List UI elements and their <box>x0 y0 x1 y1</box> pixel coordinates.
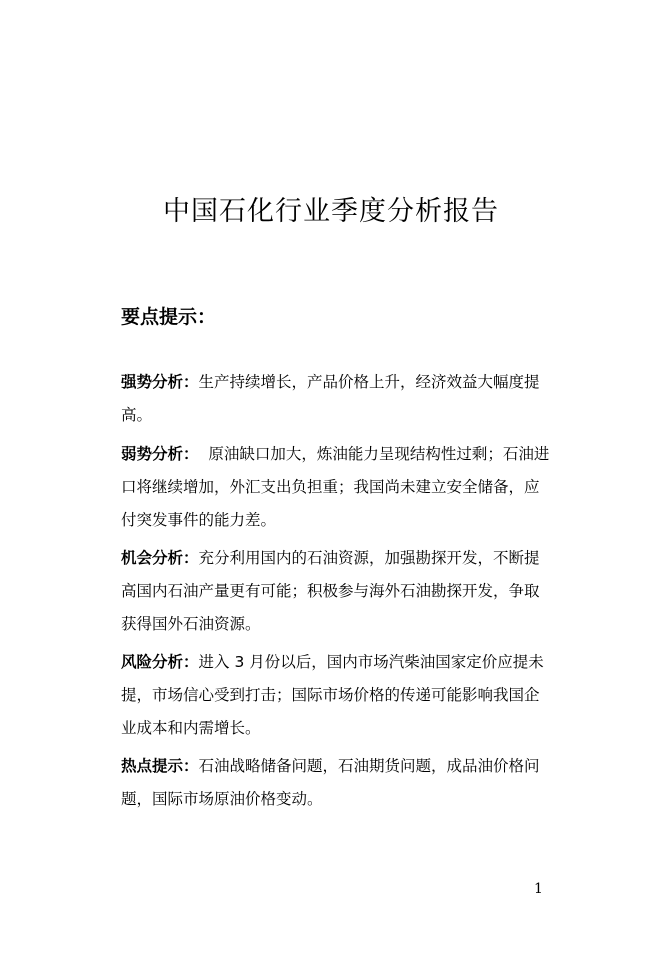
section-strength-analysis <box>121 366 551 432</box>
section-opportunity-analysis <box>121 542 551 641</box>
section-text: 进入 3 月份以后，国内市场汽柴油国家定价应提未提，市场信心受到打击；国际市场价格的传递可能影响我国企业成本和内需增长。 <box>121 653 544 737</box>
section-weakness-analysis <box>121 438 551 537</box>
section-label: 热点提示： <box>121 757 199 775</box>
document-title: 中国石化行业季度分析报告 <box>163 196 499 227</box>
section-text: 充分利用国内的石油资源，加强勘探开发，不断提高国内石油产量更有可能；积极参与海外石油勘探开发，争取获得国外石油资源。 <box>121 549 540 633</box>
section-label: 机会分析： <box>121 549 199 567</box>
section-label: 强势分析： <box>121 373 199 391</box>
section-text: 原油缺口加大，炼油能力呈现结构性过剩；石油进口将继续增加，外汇支出负担重；我国尚未建立安全储备，应付突发事件的能力差。 <box>121 445 550 529</box>
section-hotspot-tips <box>121 750 551 816</box>
section-risk-analysis <box>121 646 551 745</box>
section-text: 生产持续增长，产品价格上升，经济效益大幅度提高。 <box>121 373 540 424</box>
summary-heading: 要点提示： <box>121 306 217 328</box>
page-number: 1 <box>534 881 543 897</box>
section-label: 风险分析： <box>121 653 199 671</box>
section-text: 石油战略储备问题，石油期货问题，成品油价格问题，国际市场原油价格变动。 <box>121 757 540 808</box>
section-label: 弱势分析： <box>121 445 199 463</box>
